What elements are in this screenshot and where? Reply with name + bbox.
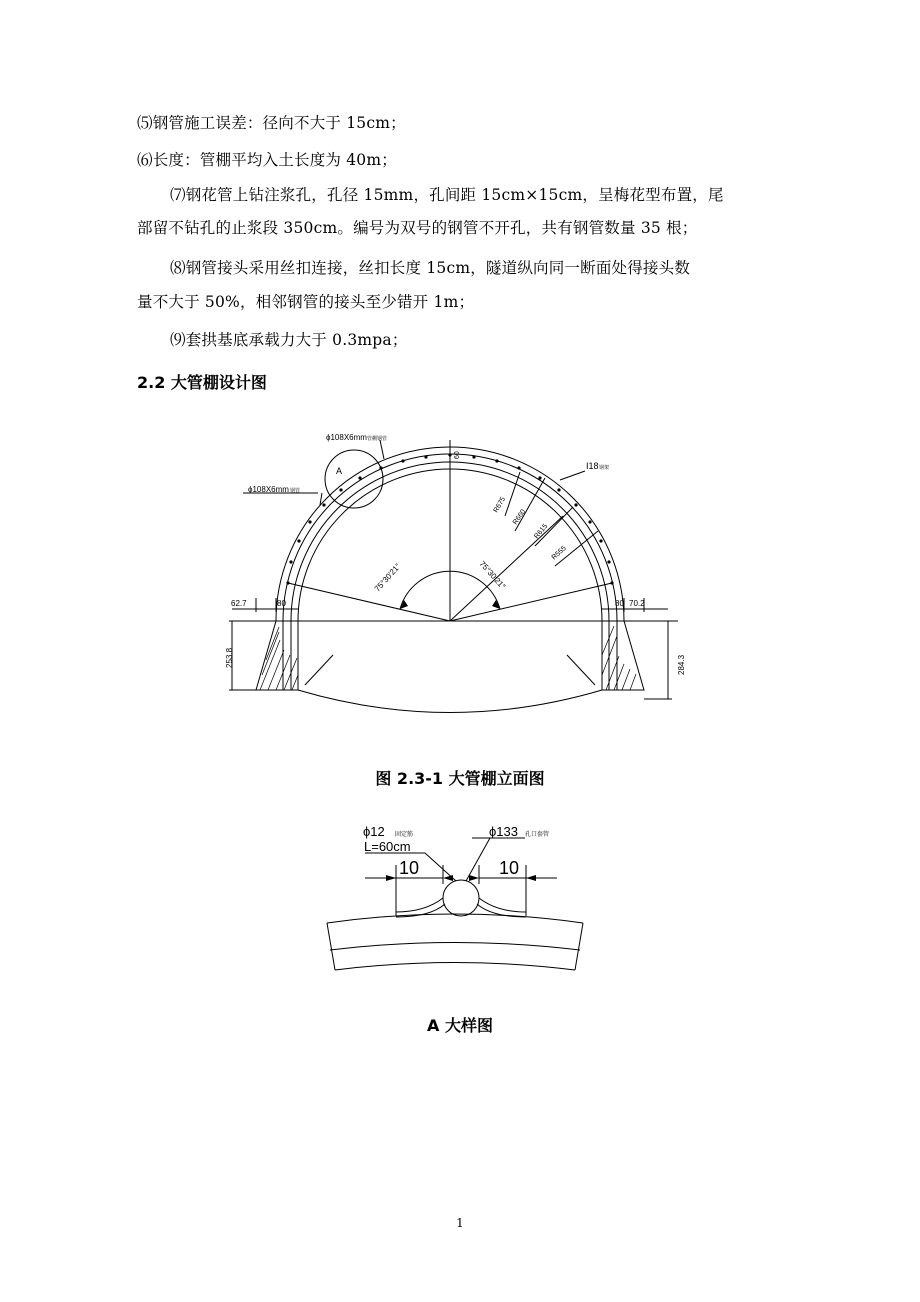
paragraph-joints-2: 量不大于 50%，相邻钢管的接头至少错开 1m； bbox=[137, 293, 475, 311]
label-pipe-left-small: 钢管 bbox=[290, 488, 301, 494]
paragraph-joints-1: ⑻钢管接头采用丝扣连接，丝扣长度 15cm，隧道纵向同一断面处得接头数 bbox=[170, 259, 691, 277]
label-top-dim: 60 bbox=[454, 451, 461, 459]
label-angle-left: 75°30′21″ bbox=[372, 561, 403, 594]
label-phi12: ϕ12 bbox=[363, 824, 385, 839]
label-dim-right-height: 284.3 bbox=[677, 654, 686, 675]
label-dim-right: 10 bbox=[499, 858, 520, 878]
lining-mid bbox=[330, 943, 580, 951]
angle-line-left bbox=[288, 583, 450, 621]
label-dim-right-80: 80 bbox=[615, 599, 624, 608]
figure2-caption: A 大样图 bbox=[427, 1016, 493, 1035]
label-length: L=60cm bbox=[364, 839, 411, 854]
label-i18: I18 bbox=[586, 461, 599, 471]
label-dim-left-height: 253.8 bbox=[225, 647, 234, 668]
paragraph-grout-holes-1: ⑺钢花管上钻注浆孔，孔径 15mm，孔间距 15cm×15cm，呈梅花型布置，尾 bbox=[170, 186, 724, 204]
label-r555: R555 bbox=[550, 545, 568, 562]
page-number: 1 bbox=[456, 1216, 464, 1230]
label-dim-left: 10 bbox=[399, 858, 420, 878]
label-dim-left-80: 80 bbox=[277, 599, 286, 608]
label-phi133: ϕ133 bbox=[489, 824, 518, 839]
label-pipe-top-small: 管棚钢管 bbox=[367, 436, 388, 442]
label-phi12-small: 固定筋 bbox=[395, 832, 414, 838]
label-r660: R660 bbox=[511, 508, 528, 527]
paragraph-bearing: ⑼套拱基底承载力大于 0.3mpa； bbox=[170, 331, 408, 349]
label-detail-a: A bbox=[336, 466, 343, 476]
detail-a-drawing bbox=[320, 818, 600, 978]
label-r675: R675 bbox=[492, 496, 508, 514]
lining-bottom bbox=[335, 963, 575, 971]
sleeve-pipe bbox=[443, 880, 479, 916]
paragraph-error: ⑸钢管施工误差：径向不大于 15cm； bbox=[137, 114, 406, 132]
right-abutment bbox=[602, 621, 644, 690]
label-dim-left-top: 62.7 bbox=[231, 599, 247, 608]
paragraph-length: ⑹长度：管棚平均入土长度为 40m； bbox=[137, 151, 397, 169]
section-heading: 2.2 大管棚设计图 bbox=[137, 373, 267, 392]
label-r615: R615 bbox=[533, 522, 550, 541]
label-dim-right-top: 70.2 bbox=[629, 599, 645, 608]
invert-arch bbox=[298, 690, 602, 713]
label-angle-right: 75°30′21″ bbox=[477, 559, 508, 591]
label-i18-small: 钢架 bbox=[599, 465, 610, 471]
detail-a-circle bbox=[325, 450, 383, 508]
label-pipe-left: ϕ108X6mm bbox=[248, 485, 289, 494]
figure1-caption: 图 2.3-1 大管棚立面图 bbox=[375, 769, 545, 788]
pipe-roof-elevation-drawing bbox=[220, 425, 690, 745]
label-pipe-top: ϕ108X6mm bbox=[326, 433, 367, 442]
angle-line-right bbox=[450, 583, 612, 621]
label-phi133-small: 孔口套管 bbox=[525, 832, 550, 838]
paragraph-grout-holes-2: 部留不钻孔的止浆段 350cm。编号为双号的钢管不开孔，共有钢管数量 35 根； bbox=[137, 219, 698, 237]
